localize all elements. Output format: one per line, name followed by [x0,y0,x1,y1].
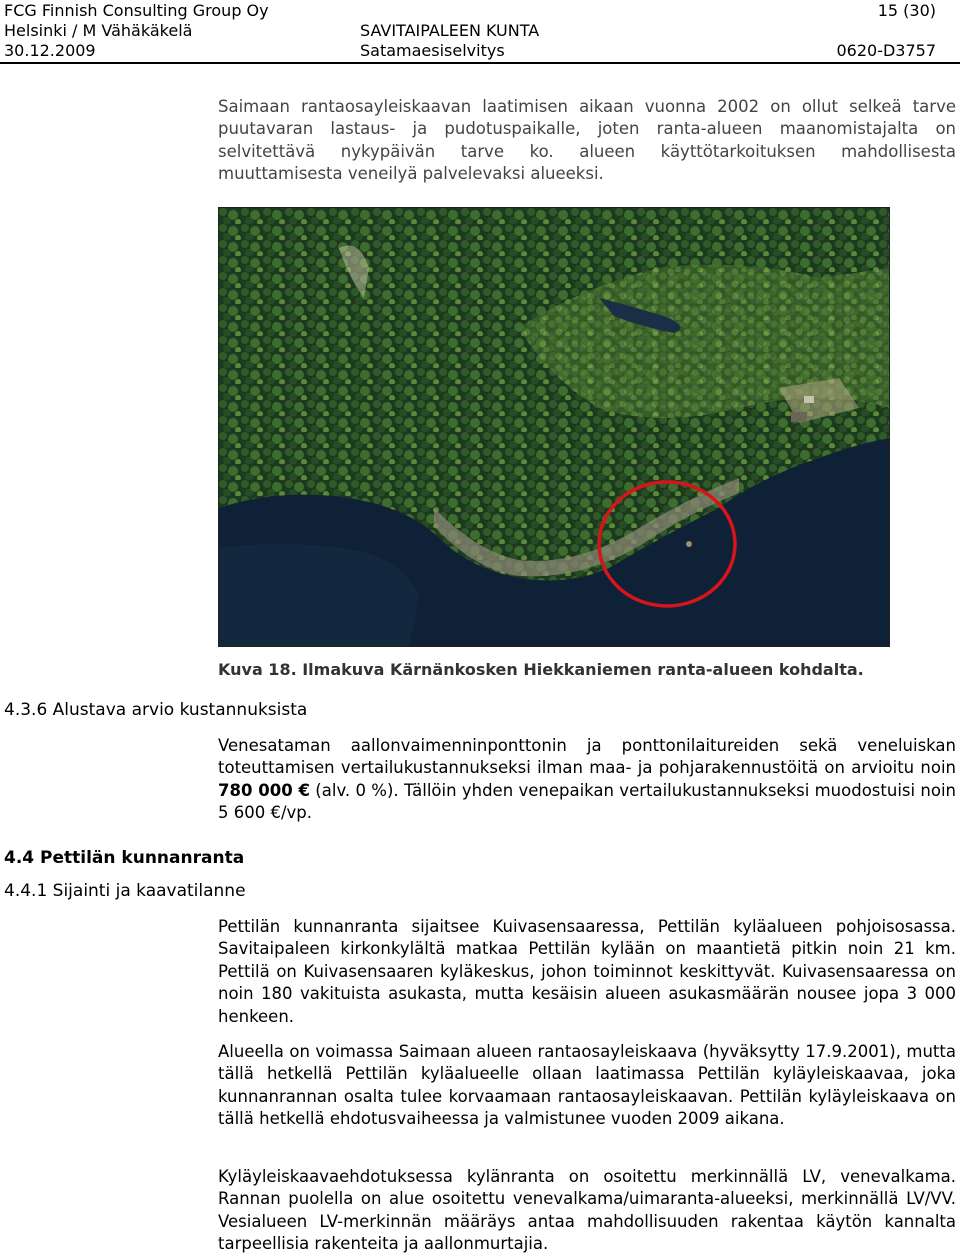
page-header [0,0,960,64]
aerial-photo [218,207,890,647]
header-project-code: 0620-D3757 [836,41,936,60]
header-date: 30.12.2009 [4,41,96,60]
zoning-paragraph: Alueella on voimassa Saimaan alueen rantaosayleiskaava (hyväksytty 17.9.2001), mutta tällä hetkellä Pettilän kyläalueelle ollaan laatimassa Pettilän kyläyleiskaavaa, joka kunnanrannan osalta tulee korvaamaan rantaosayleiskaavan. Pettilän kyläyleiskaava on tällä hetkellä ehdotusvaiheessa ja valmistunee vuoden 2009 aikana. [218,1042,956,1129]
heading-4-3-6: 4.3.6 Alustava arvio kustannuksista [4,700,308,720]
cost-text-after: (alv. 0 %). Tällöin yhden venepaikan vertailukustannukseksi muodostuisi noin 5 600 €/vp. [218,780,957,823]
heading-4-4-1: 4.4.1 Sijainti ja kaavatilanne [4,881,246,901]
header-divider [0,62,960,64]
cost-amount: 780 000 € [218,780,310,800]
header-report: Satamaesiselvitys [360,41,505,60]
header-client: SAVITAIPALEEN KUNTA [360,21,540,40]
header-page-number: 15 (30) [877,1,936,20]
cost-paragraph [218,735,956,825]
header-author: Helsinki / M Vähäkäkelä [4,21,193,40]
village-plan-paragraph: Kyläyleiskaavaehdotuksessa kylänranta on osoitettu merkinnällä LV, venevalkama. Rannan puolella on alue osoitettu venevalkama/uimaranta-alueeksi, merkinnällä LV/VV. Vesialueen LV-merkinnän määräys antaa mahdollisuuden rakentaa käytön kannalta tarpeellisia rakenteita ja aallonmurtajia. [218,1167,956,1254]
location-paragraph: Pettilän kunnanranta sijaitsee Kuivasensaaressa, Pettilän kyläalueen pohjoisosassa. Savitaipaleen kirkonkylältä matkaa Pettilän kylään on maantietä pitkin noin 21 km. Pettilä on Kuivasensaaren kyläkeskus, johon toiminnot keskittyvät. Kuivasensaaressa on noin 180 vakituista asukasta, mutta kesäisin alueen asukasmäärän nousee jopa 3 000 henkeen. [218,917,956,1026]
heading-4-4: 4.4 Pettilän kunnanranta [4,848,245,868]
header-company: FCG Finnish Consulting Group Oy [4,1,269,20]
figure-caption: Kuva 18. Ilmakuva Kärnänkosken Hiekkaniemen ranta-alueen kohdalta. [218,660,864,679]
intro-paragraph: Saimaan rantaosayleiskaavan laatimisen aikaan vuonna 2002 on ollut selkeä tarve puutavaran lastaus- ja pudotuspaikalle, joten ranta-alueen maanomistajalta on selvitettävä nykypäivän tarve ko. alueen käyttötarkoituksen mahdollisesta muuttamisesta veneilyä palvelevaksi alueeksi. [218,97,956,184]
cost-text-before: Venesataman aallonvaimenninponttonin ja ponttonilaitureiden sekä veneluiskan toteuttamisen vertailukustannukseksi ilman maa- ja pohjarakennustöitä on arvioitu noin [218,736,956,778]
